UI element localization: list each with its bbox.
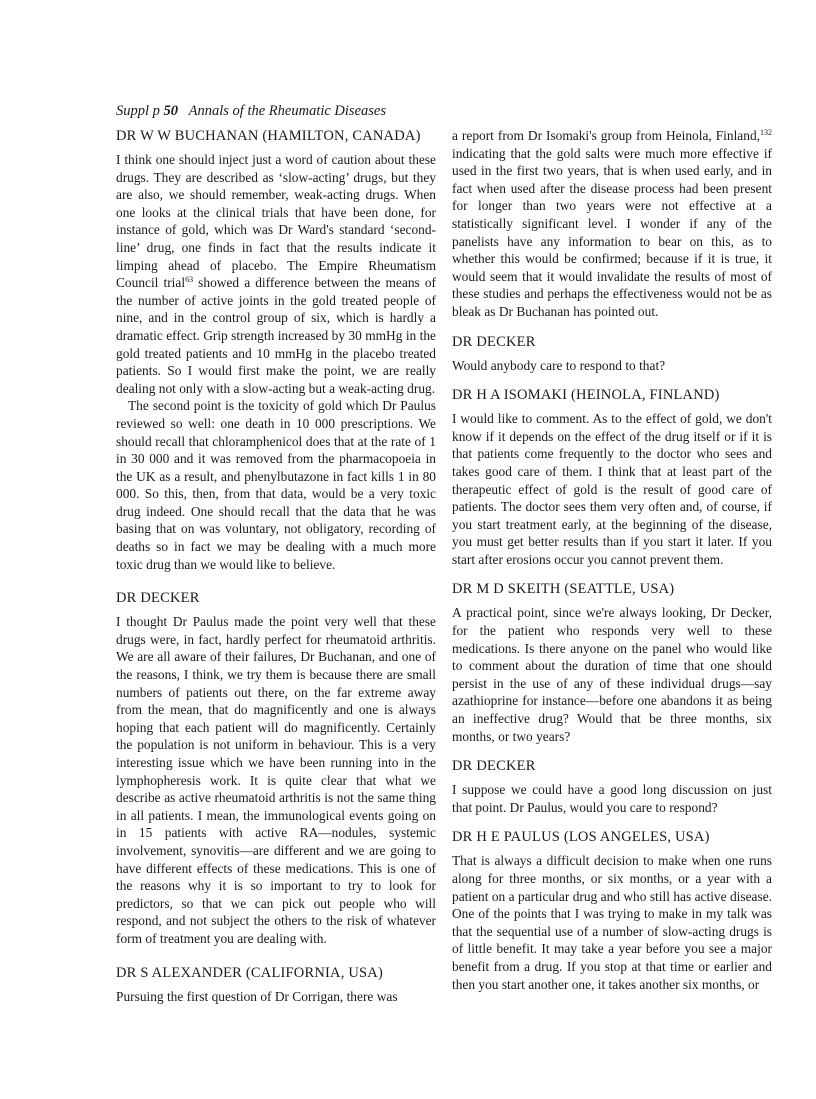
speaker-heading-decker: DR DECKER [452,333,536,350]
right-column [452,127,772,993]
left-column [116,127,436,1005]
journal-title: Annals of the Rheumatic Diseases [188,103,386,119]
reference-132: 132 [760,128,772,137]
paragraph-decker-2: Would anybody care to respond to that? [452,357,666,373]
speaker-heading-alexander: DR S ALEXANDER (CALIFORNIA, USA) [116,964,384,981]
text-segment: indicating that the gold salts were much more effective if used in the first two years, that is when used early, and in fact when used after the disease process had been present for longer than two years were not effective at a statistically significant level. I wonder if any of the panelists have any information to bear on this, as to whether this would be confirmed; because if it is true, it would seem that it would invalidate the results of most of these studies and perhaps the effectiveness would not be as bleak as Dr Buchanan has pointed out. [452,145,772,319]
running-head-label: Suppl p [116,103,160,119]
paragraph-alexander-1: Pursuing the first question of Dr Corrigan, there was [116,988,398,1004]
speaker-heading-decker: DR DECKER [116,590,200,607]
paragraph-buchanan-1 [116,151,436,397]
paragraph-decker-1: I thought Dr Paulus made the point very well that these drugs were, in fact, hardly perfect for rheumatoid arthritis. We are all aware of their failures, Dr Buchanan, and one of the reasons, I think, we try them is because there are small numbers of patients out there, on the far extreme away from the mean, that do magnificently and one is always hoping that each patient will do magnificently. Certainly the population is not uniform in behaviour. This is a very interesting issue which we have been running into in the lymphopheresis work. It is quite clear that what we describe as active rheumatoid arthritis is not the same thing in all patients. I mean, the immunological events going on in 15 patients with active RA—nodules, systemic involvement, synovitis—are different and we are going to have different effects of these medications. This is one of the reasons why it is so important to try to look for predictors, so that we can pick out people who will respond, and not subject the others to the risk of whatever form of treatment you are dealing with. [116,614,436,946]
speaker-heading-paulus: DR H E PAULUS (LOS ANGELES, USA) [452,829,710,846]
paragraph-isomaki-1: I would like to comment. As to the effect of gold, we don't know if it depends on the effect of the drug itself or if it is that patients come frequently to the doctor who sees and takes good care of them. I think that at least part of the therapeutic effect of gold is the result of good care of patients. The doctor sees them very often and, of course, if you start treatment early, at the beginning of the disease, you must get better results than if you start it later. If you start after erosions occur you cannot prevent them. [452,411,772,567]
page-number: 50 [163,103,179,119]
text-segment: showed a difference between the means of the number of active joints in the gold treated people of nine, and in the control group of six, which is hardly a dramatic effect. Grip strength increased by 30 mmHg in the gold treated patients and 10 mmHg in the placebo treated patients. So I would first make the point, we are really dealing not only with a slow-acting but a weak-acting drug. [116,275,436,396]
paragraph-decker-3: I suppose we could have a good long discussion on just that point. Dr Paulus, would you care to respond? [452,782,772,815]
speaker-heading-skeith: DR M D SKEITH (SEATTLE, USA) [452,581,675,598]
speaker-heading-decker: DR DECKER [452,758,536,775]
speaker-heading-isomaki: DR H A ISOMAKI (HEINOLA, FINLAND) [452,387,720,404]
paragraph-buchanan-2: The second point is the toxicity of gold which Dr Paulus reviewed so well: one death in 10 000 prescriptions. We should recall that chloramphenicol does that at the rate of 1 in 30 000 and it was removed from the pharmacopoeia in the UK as a result, and phenylbutazone in fact kills 1 in 80 000. So this, then, from that data, would be a very toxic drug indeed. One should recall that the data that he was basing that on was voluntary, not obligatory, recording of deaths so in fact we may be dealing with a much more toxic drug than we would like to believe. [116,398,436,572]
text-segment: a report from Dr Isomaki's group from Heinola, Finland, [452,128,760,143]
text-segment: I think one should inject just a word of caution about these drugs. They are described as ‘slow-acting’ drugs, but they are also, we should remember, weak-acting drugs. When one looks at the clinical trials that have been done, for instance of gold, which was Dr Ward's standard ‘second-line’ drug, one finds in fact that the results indicate it limping ahead of placebo. The Empire Rheumatism Council trial [116,152,436,291]
speaker-heading-buchanan: DR W W BUCHANAN (HAMILTON, CANADA) [116,128,421,144]
running-head [116,103,386,120]
paragraph-alexander-cont [452,127,772,321]
paragraph-paulus-1: That is always a difficult decision to make when one runs along for three months, or six months, or a year with a patient on a particular drug and who still has active disease. One of the points that I was trying to make in my talk was that the sequential use of a number of slow-acting drugs is of little benefit. It may take a year before you see a major benefit from a drug. If you stop at that time or earlier and then you start another one, it takes another six months, or [452,853,772,992]
paragraph-skeith-1: A practical point, since we're always looking, Dr Decker, for the patient who responds very well to these medications. Is there anyone on the panel who would like to comment about the duration of time that one should persist in the use of any of these individual drugs—say azathioprine for instance—before one abandons it as being an ineffective drug? Would that be three months, six months, or two years? [452,605,772,744]
reference-63: 63 [185,275,194,285]
